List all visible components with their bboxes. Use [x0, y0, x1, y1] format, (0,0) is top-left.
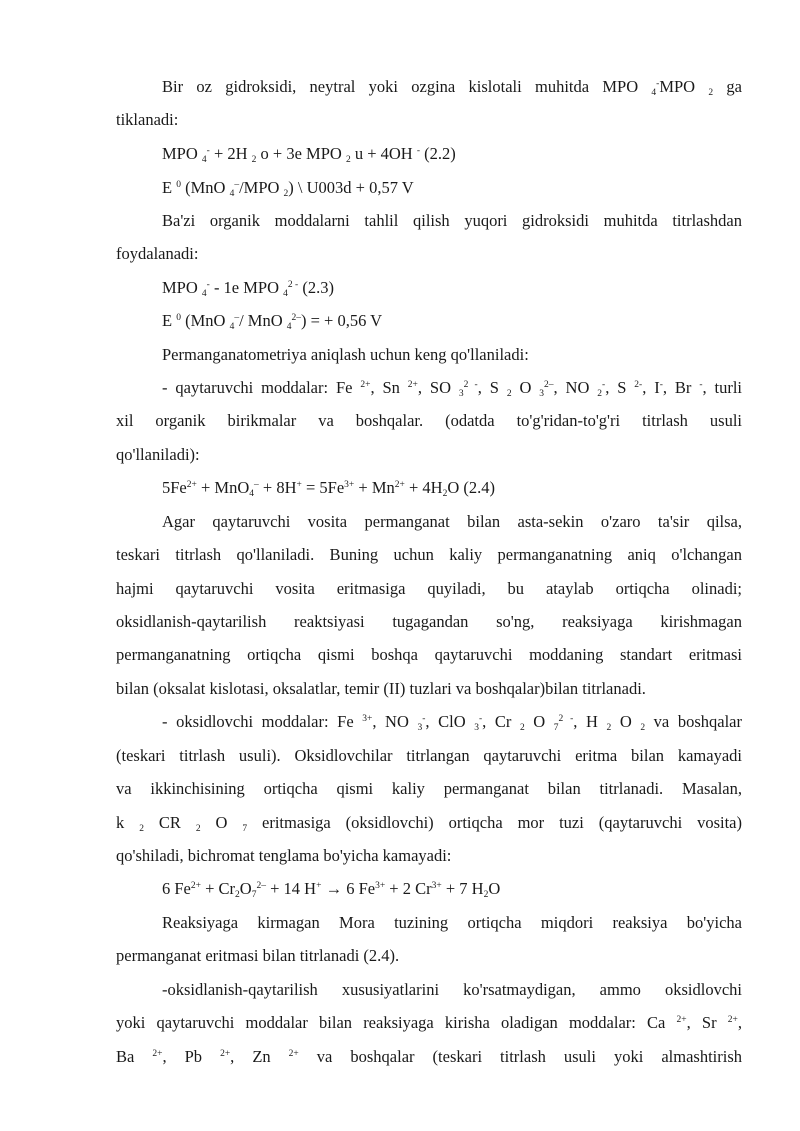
text-line: 6 $Fe^{2+} + Cr_2O_7^{2-} + 14$ H+ → 6 $Fe^{3+} + 2$ $Cr^{3+} + 7$ $H_2O$: [162, 879, 501, 900]
text-line: Bir oz gidroksidi, neytral yoki ozgina kislotali muhitda MPO $_4$-MPO $_2$ ga: [162, 77, 742, 98]
text-line: va ikkinchisining ortiqcha qismi kaliy permanganat bilan titrlanadi. Masalan,: [116, 779, 742, 798]
text-line: qo'shiladi, bichromat tenglama bo'yicha kamayadi:: [116, 846, 452, 865]
text-line: permanganatning ortiqcha qismi boshqa qaytaruvchi moddaning standart eritmasi: [116, 645, 742, 664]
text-line: yoki qaytaruvchi moddalar bilan reaksiyaga kirisha oladigan moddalar: Ca $^{2+}$, Sr $^{2+}$,: [116, 1013, 743, 1032]
text-line: oksidlanish-qaytarilish reaktsiyasi tugagandan so'ng, reaksiyaga kirishmagan: [116, 612, 742, 631]
text-line: E $^0$ (MnO $_4$–/ MnO $_4^{2-}$) = + 0,56 V: [162, 311, 383, 332]
text-line: -oksidlanish-qaytarilish xususiyatlarini ko'rsatmaydigan, ammo oksidlovchi: [162, 980, 742, 999]
text-line: k $_2$ CR $_2$ O $_7$ eritmasiga (oksidlovchi) ortiqcha mor tuzi (qaytaruvchi vosita): [116, 813, 742, 834]
text-line: xil organik birikmalar va boshqalar. (odatda to'g'ridan-to'g'ri titrlash usuli: [116, 411, 742, 430]
text-line: MPO $_4$- + 2H $_2$ o + 3e MPO $_2$ u + 4OH - (2.2): [162, 144, 456, 165]
text-line: permanganat eritmasi bilan titrlanadi (2.4).: [116, 946, 400, 965]
text-line: Ba'zi organik moddalarni tahlil qilish yuqori gidroksidi muhitda titrlashdan: [162, 211, 742, 230]
text-line: foydalanadi:: [116, 244, 199, 263]
text-line: E $^0$ (MnO $_4$–/MPO $_2$) \ U003d + 0,57 V: [162, 178, 414, 199]
text-line: bilan (oksalat kislotasi, oksalatlar, temir (II) tuzlari va boshqalar)bilan titrlanadi.: [116, 679, 646, 698]
text-line: Permanganatometriya aniqlash uchun keng qo'llaniladi:: [162, 345, 529, 364]
text-line: $5Fe^{2+} + MnO_4^- + 8H^+ = 5Fe^{3+} + Mn^{2+} + 4H_2O$ (2.4): [162, 478, 496, 499]
text-line: - qaytaruvchi moddalar: Fe $^{2+}$, Sn $^{2+}$, SO $_3^{2 -}$, S $_2$ O $_3^{2-}$, NO $_2$-, S $^{2-}$, I-, Br -, turli: [162, 378, 742, 399]
text-line: - oksidlovchi moddalar: Fe $^{3+}$, NO $_3$-, ClO $_3$-, Cr $_2$ O $_7^{2 -}$, H $_2$ O $_2$ va boshqalar: [162, 712, 742, 733]
text-line: hajmi qaytaruvchi vosita eritmasiga quyiladi, bu ataylab ortiqcha olinadi;: [116, 579, 742, 598]
text-line: Agar qaytaruvchi vosita permanganat bilan asta-sekin o'zaro ta'sir qilsa,: [162, 512, 742, 531]
text-line: tiklanadi:: [116, 110, 179, 129]
text-line: (teskari titrlash usuli). Oksidlovchilar titrlangan qaytaruvchi eritma bilan kamayadi: [116, 746, 742, 765]
text-line: Ba $^{2+}$, Pb $^{2+}$, Zn $^{2+}$ va boshqalar (teskari titrlash usuli yoki almashtirish: [116, 1047, 742, 1066]
text-line: Reaksiyaga kirmagan Mora tuzining ortiqcha miqdori reaksiya bo'yicha: [162, 913, 742, 932]
text-line: MPO $_4$- - 1e MPO $_4^{2 -}$ (2.3): [162, 278, 334, 299]
text-line: teskari titrlash qo'llaniladi. Buning uchun kaliy permanganatning aniq o'lchangan: [116, 545, 742, 564]
text-line: qo'llaniladi):: [116, 445, 200, 464]
